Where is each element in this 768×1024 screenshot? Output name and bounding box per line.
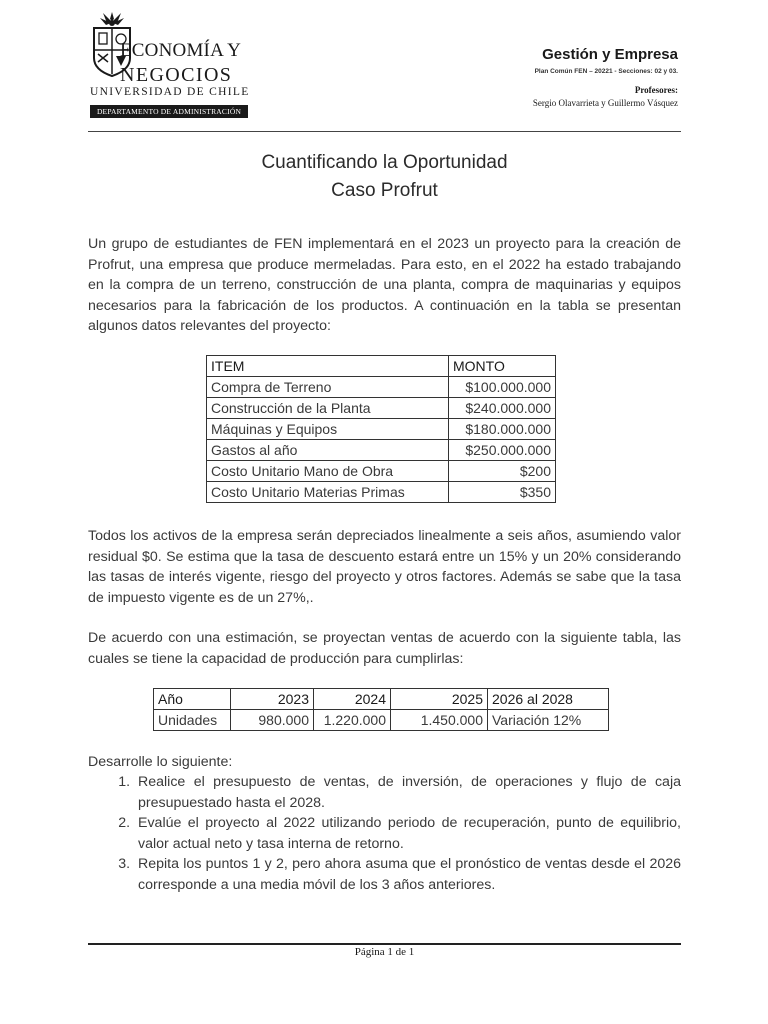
table-header-cell: Año bbox=[154, 689, 231, 710]
logo-department-banner: DEPARTAMENTO DE ADMINISTRACIÓN bbox=[90, 105, 248, 118]
table-header-cell: MONTO bbox=[449, 356, 556, 377]
table-cell: Costo Unitario Mano de Obra bbox=[207, 461, 449, 482]
depreciation-paragraph: Todos los activos de la empresa serán depreciados linealmente a seis años, asumiendo valor residual $0. Se estima que la tasa de descuento estará entre un 15% y un 20% considerando las tasas de interés vigente, riesgo del proyecto y otros factores. Además se sabe que la tasa de impuesto vigente es de un 27%,. bbox=[88, 528, 681, 606]
table-cell: $100.000.000 bbox=[449, 377, 556, 398]
table-header-row bbox=[207, 356, 556, 377]
professors-label: Profesores: bbox=[634, 85, 678, 95]
cost-table bbox=[206, 355, 556, 503]
table-row bbox=[207, 377, 556, 398]
logo-text-negocios: NEGOCIOS bbox=[120, 64, 233, 86]
table-cell: 980.000 bbox=[231, 710, 314, 731]
table-cell: Unidades bbox=[154, 710, 231, 731]
document-title: Cuantificando la Oportunidad bbox=[261, 152, 508, 173]
table-cell: $180.000.000 bbox=[449, 419, 556, 440]
intro-paragraph: Un grupo de estudiantes de FEN implementará en el 2023 un proyecto para la creación de Profrut, una empresa que produce mermeladas. Para esto, en el 2022 ha estado trabajando en la compra de un terreno, construcción de una planta, compra de maquinarias y equipos necesarios para la fabricación de los productos. A continuación en la tabla se presentan algunos datos relevantes del proyecto: bbox=[88, 236, 681, 334]
page-number: Página 1 de 1 bbox=[354, 946, 415, 958]
university-logo bbox=[88, 12, 258, 118]
table-cell: $350 bbox=[449, 482, 556, 503]
table-row bbox=[207, 482, 556, 503]
table-header-cell: 2025 bbox=[391, 689, 488, 710]
professors-names: Sergio Olavarrieta y Guillermo Vásquez bbox=[532, 98, 678, 108]
table-cell: $200 bbox=[449, 461, 556, 482]
logo-text-economia: ECONOMÍA Y bbox=[120, 40, 242, 61]
table-header-cell: 2023 bbox=[231, 689, 314, 710]
sales-table bbox=[153, 688, 609, 731]
table-cell: Variación 12% bbox=[488, 710, 609, 731]
table-cell: 1.220.000 bbox=[314, 710, 391, 731]
table-row bbox=[207, 461, 556, 482]
develop-heading: Desarrolle lo siguiente: bbox=[88, 754, 233, 770]
table-row bbox=[207, 419, 556, 440]
table-cell: Costo Unitario Materias Primas bbox=[207, 482, 449, 503]
list-item: 1. Realice el presupuesto de ventas, de inversión, de operaciones y flujo de caja presupuestado hasta el 2028. bbox=[134, 772, 681, 813]
course-title: Gestión y Empresa bbox=[542, 46, 678, 63]
table-cell: Gastos al año bbox=[207, 440, 449, 461]
footer-divider bbox=[88, 943, 681, 945]
table-header-row bbox=[154, 689, 609, 710]
table-cell: 1.450.000 bbox=[391, 710, 488, 731]
logo-text-universidad: UNIVERSIDAD DE CHILE bbox=[90, 86, 250, 98]
course-subtitle: Plan Común FEN – 20221 - Secciones: 02 y 03. bbox=[534, 68, 678, 75]
table-cell: Compra de Terreno bbox=[207, 377, 449, 398]
table-cell: $240.000.000 bbox=[449, 398, 556, 419]
table-header-cell: 2024 bbox=[314, 689, 391, 710]
table-header-cell: 2026 al 2028 bbox=[488, 689, 609, 710]
task-list bbox=[88, 772, 681, 895]
header-divider bbox=[88, 131, 681, 132]
list-item: 3. Repita los puntos 1 y 2, pero ahora asuma que el pronóstico de ventas desde el 2026 corresponde a una media móvil de los 3 años anteriores. bbox=[134, 854, 681, 895]
table-row bbox=[207, 440, 556, 461]
sales-paragraph: De acuerdo con una estimación, se proyectan ventas de acuerdo con la siguiente tabla, las cuales se tiene la capacidad de producción para cumplirlas: bbox=[88, 630, 681, 667]
table-row bbox=[207, 398, 556, 419]
document-subtitle: Caso Profrut bbox=[331, 180, 438, 201]
list-item: 2. Evalúe el proyecto al 2022 utilizando periodo de recuperación, punto de equilibrio, valor actual neto y tasa interna de retorno. bbox=[134, 813, 681, 854]
table-cell: $250.000.000 bbox=[449, 440, 556, 461]
table-row bbox=[154, 710, 609, 731]
table-header-cell: ITEM bbox=[207, 356, 449, 377]
table-cell: Máquinas y Equipos bbox=[207, 419, 449, 440]
table-cell: Construcción de la Planta bbox=[207, 398, 449, 419]
